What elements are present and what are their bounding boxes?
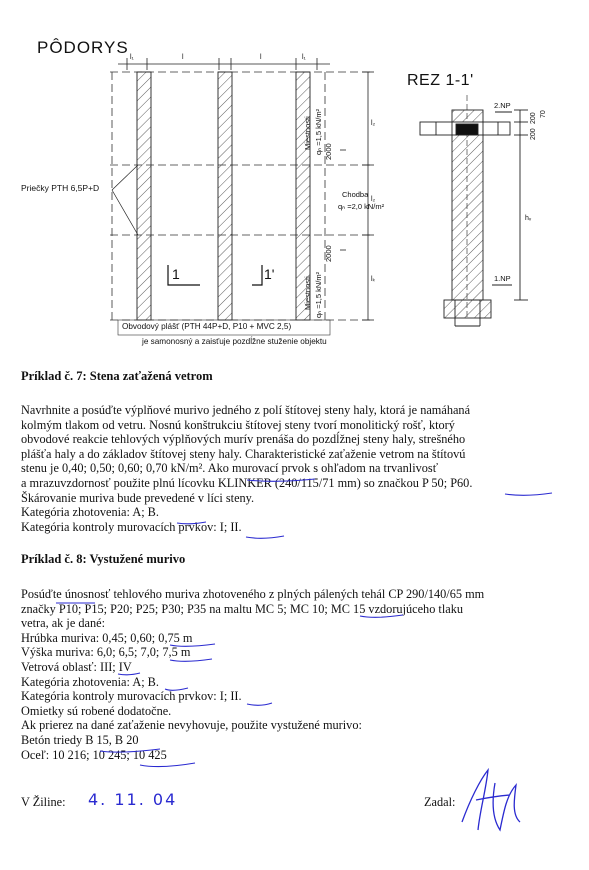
ex8-line-3: vetra, ak je dané: <box>21 616 105 631</box>
ex7-line-8: Kategória zhotovenia: A; B. <box>21 505 159 520</box>
wall-label-2: je samonosný a zaisťuje pozdĺžne stuženie objektu <box>142 337 327 346</box>
corridor-label-1: Chodba <box>342 190 369 199</box>
dim-70: 70 <box>540 110 547 118</box>
ex7-line-1: Navrhnite a posúďte výplňové murivo jedného z polí štítovej steny haly, ktorá je namáhaná <box>21 403 471 417</box>
ex8-line-11: Betón triedy B 15, B 20 <box>21 732 139 747</box>
dim-2000-a: 2000 <box>324 143 333 160</box>
section-mark-1: 1 <box>172 266 180 282</box>
dim-200-a: 200 <box>530 112 537 124</box>
dim-l-1: l <box>182 54 184 61</box>
ex7-line-2: kolmým tlakom od vetru. Nosnú konštrukciu štítovej steny tvorí monolitický rošť, ktorý <box>21 417 455 432</box>
ex8-line-12: Oceľ: 10 216; 10 245; 10 425 <box>21 747 167 762</box>
room-top-label-2: qₙ =1,5 kN/m² <box>314 108 323 155</box>
ex7-line-9: Kategória kontroly murovacích prvkov: I; II. <box>21 519 242 534</box>
floor-2np: 2.NP <box>494 101 511 110</box>
ex8-line-4: Hrúbka muriva: 0,45; 0,60; 0,75 m <box>21 630 193 645</box>
ex7-line-3: obvodové reakcie tehlových výplňových murív prenáša do pozdĺžnej steny haly, strešného <box>21 432 466 447</box>
ex8-line-2: značky P10; P15; P20; P25; P30; P35 na maltu MC 5; MC 10; MC 15 vzdorujúceho tlaku <box>21 601 464 616</box>
dim-h: hᵥ <box>525 215 532 222</box>
ex8-heading: Príklad č. 8: Vystužené murivo <box>21 552 186 566</box>
ex8-line-1: Posúďte únosnosť tehlového muriva zhotoveného z plných pálených tehál CP 290/140/65 mm <box>21 587 485 601</box>
assigned-label: Zadal: <box>424 795 456 809</box>
room-bot-label-2: qₙ =1,5 kN/m² <box>314 271 323 318</box>
plan-title: PÔDORYS <box>37 38 129 57</box>
place-label: V Žiline: <box>21 795 66 809</box>
dim-l1-right: l₁ <box>302 54 306 61</box>
dim-l2-top: l₂ <box>371 120 376 127</box>
top-dimension-line <box>118 58 330 70</box>
ex8-line-10: Ak prierez na dané zaťaženie nevyhovuje, použite vystužené murivo: <box>21 718 362 733</box>
section-mark-1-prime: 1' <box>264 266 275 282</box>
section-title: REZ 1-1' <box>407 72 474 89</box>
dim-lc: l₂ <box>371 196 376 203</box>
ex7-body <box>21 403 566 534</box>
corridor-label-2: qₙ =2,0 kN/m² <box>338 202 385 211</box>
ex8-line-7: Kategória zhotovenia: A; B. <box>21 674 159 689</box>
room-bot-label-1: Miestnosti <box>303 276 312 310</box>
dim-l1-left: l₁ <box>130 54 134 61</box>
wall-label-1: Obvodový plášť (PTH 44P+D, P10 + MVC 2,5) <box>122 322 292 331</box>
ex7-line-4: plášťa haly a do základov štítovej steny haly. Charakteristické zaťaženie vetrom na štítovú <box>21 446 466 461</box>
dim-200-b: 200 <box>530 128 537 140</box>
dim-lk: lₖ <box>371 276 376 283</box>
room-top-label-1: Miestnosti <box>303 116 312 150</box>
ex7-line-5: stenu je 0,40; 0,50; 0,60; 0,70 kN/m². Ako murovací prvok s ohľadom na trvanlivosť <box>21 461 438 476</box>
ex8-line-9: Omietky sú robené dodatočne. <box>21 703 172 718</box>
ex7-line-7: Škárovanie muriva bude prevedené v líci steny. <box>21 490 255 505</box>
section-cut-marks <box>168 265 262 285</box>
partitions-label: Priečky PTH 6,5P+D <box>21 183 100 193</box>
section-drawing <box>420 95 528 326</box>
floor-1np: 1.NP <box>494 274 511 283</box>
ex8-body <box>21 587 566 762</box>
dim-2000-b: 2000 <box>324 245 333 262</box>
ex8-line-5: Výška muriva: 6,0; 6,5; 7,0; 7,5 m <box>21 645 191 660</box>
dim-l-2: l <box>260 54 262 61</box>
ex8-line-6: Vetrová oblasť: III; IV <box>21 659 132 674</box>
ex7-line-6: a mrazuvzdornosť použite plnú lícovku KLINKER (240/115/71 mm) so značkou P 50; P60. <box>21 475 473 490</box>
ex8-line-8: Kategória kontroly murovacích prvkov: I; II. <box>21 689 242 704</box>
partition-leaders <box>112 165 138 235</box>
plan-hatched-walls <box>137 72 310 320</box>
ex7-heading: Príklad č. 7: Stena zaťažená vetrom <box>21 369 213 383</box>
handwritten-date: 4. 11. 04 <box>88 790 178 809</box>
